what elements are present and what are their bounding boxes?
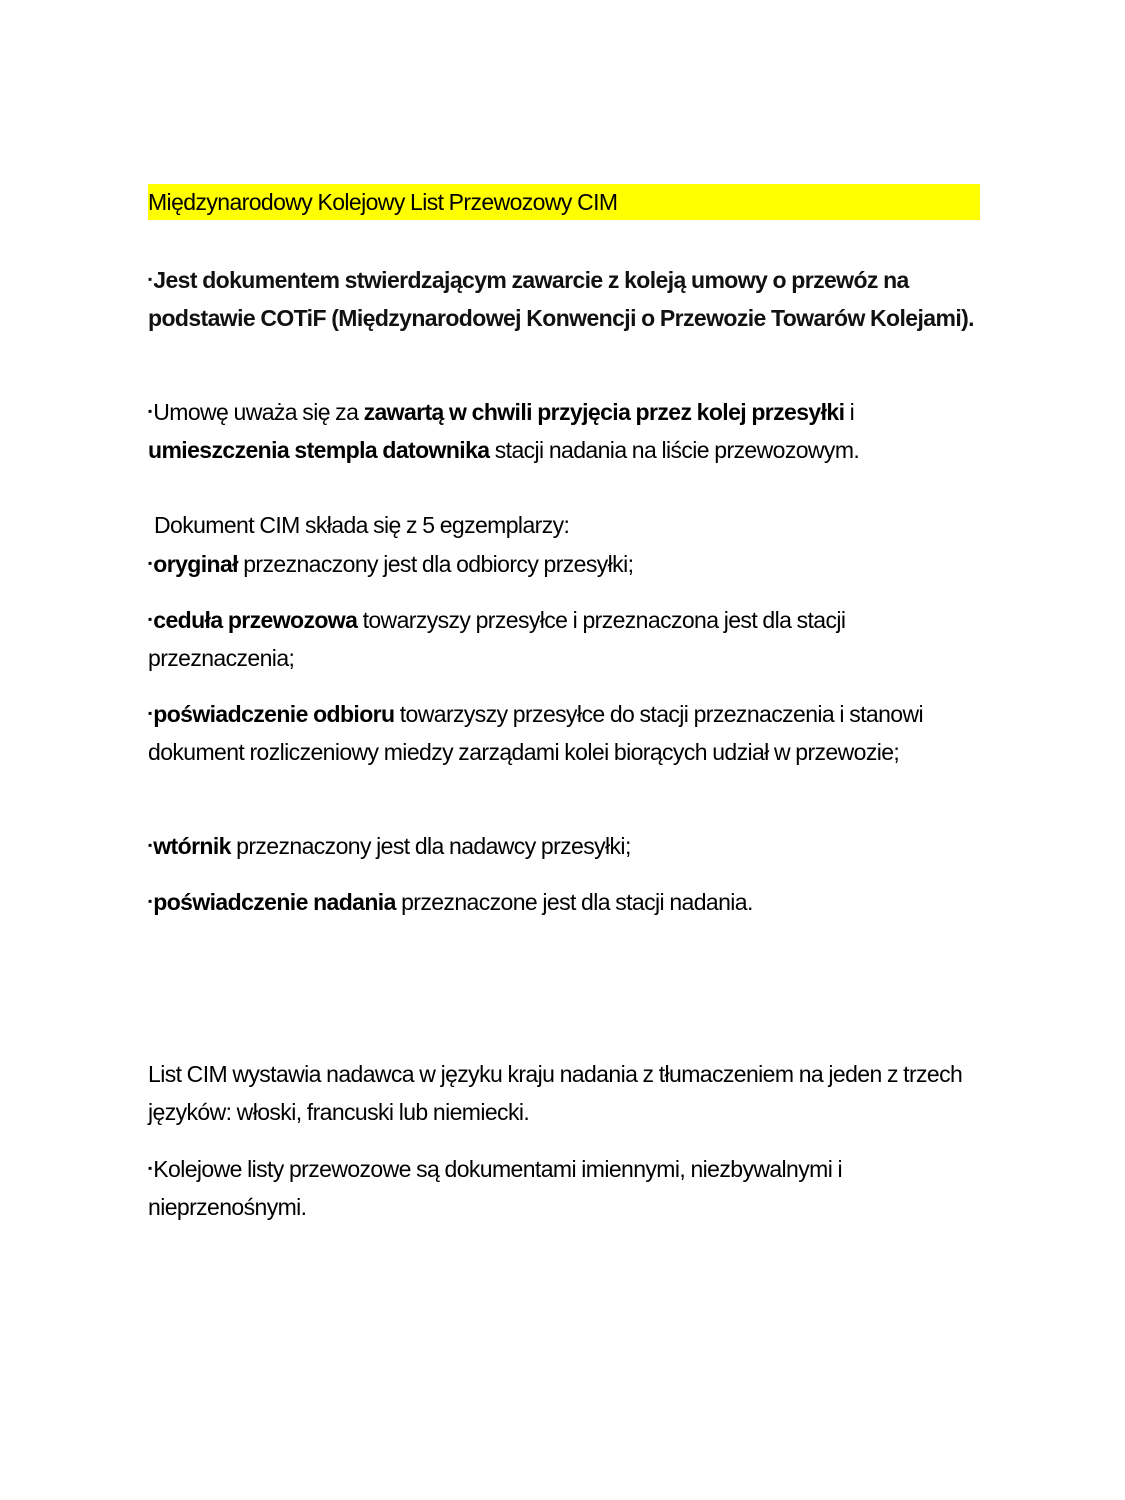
paragraph-bold-1: zawartą w chwili przyjęcia przez kolej przesyłki <box>363 399 845 425</box>
paragraph-text: Kolejowe listy przewozowe są dokumentami imiennymi, niezbywalnymi i nieprzenośnymi. <box>148 1156 843 1220</box>
list-item-wtornik <box>148 826 978 865</box>
copies-lead-text: Dokument CIM składa się z 5 egzemplarzy: <box>154 512 570 538</box>
square-bullet-icon: ▪ <box>148 1161 153 1175</box>
paragraph-text: List CIM wystawia nadawca w języku kraju nadania z tłumaczeniem na jeden z trzech języków: włoski, francuski lub niemiecki. <box>148 1061 963 1125</box>
copy-description: przeznaczony jest dla odbiorcy przesyłki; <box>237 551 634 577</box>
document-title <box>148 184 980 220</box>
title-text: Międzynarodowy Kolejowy List Przewozowy CIM <box>148 189 618 215</box>
square-bullet-icon: ▪ <box>148 556 153 570</box>
paragraph-copies-intro <box>148 506 978 583</box>
paragraph-text-pre: Umowę uważa się za <box>153 399 364 425</box>
copy-name-poswiadczenie-odbioru: poświadczenie odbioru <box>153 701 395 727</box>
copy-description: przeznaczony jest dla nadawcy przesyłki; <box>230 833 631 859</box>
paragraph-text: Jest dokumentem stwierdzającym zawarcie z koleją umowy o przewóz na podstawie COTiF (Międzynarodowej Konwencji o Przewozie Towarów Kolejami). <box>148 267 974 331</box>
copy-name-cedula: ceduła przewozowa <box>153 607 358 633</box>
square-bullet-icon: ▪ <box>148 612 153 626</box>
paragraph-language <box>148 1055 978 1131</box>
paragraph-text-mid: i <box>844 399 855 425</box>
copy-description: towarzyszy przesyłce do stacji przeznaczenia i stanowi dokument rozliczeniowy miedzy zarządami kolei biorących udział w przewozie; <box>148 701 923 765</box>
list-item-poswiadczenie-nadania <box>148 882 978 921</box>
paragraph-bold-2: umieszczenia stempla datownika <box>148 437 490 463</box>
square-bullet-icon: ▪ <box>148 404 153 418</box>
square-bullet-icon: ▪ <box>148 272 153 286</box>
copy-name-original: oryginał <box>153 551 238 577</box>
copy-name-poswiadczenie-nadania: poświadczenie nadania <box>153 889 396 915</box>
copy-description: przeznaczone jest dla stacji nadania. <box>395 889 753 915</box>
list-item-cedula <box>148 600 978 677</box>
copy-name-wtornik: wtórnik <box>153 833 231 859</box>
square-bullet-icon: ▪ <box>148 838 153 852</box>
list-item-poswiadczenie-odbioru <box>148 694 978 771</box>
paragraph-text-post: stacji nadania na liście przewozowym. <box>489 437 860 463</box>
paragraph-definition <box>148 260 978 337</box>
square-bullet-icon: ▪ <box>148 706 153 720</box>
paragraph-contract-conclusion <box>148 392 978 469</box>
copy-description: towarzyszy przesyłce i przeznaczona jest dla stacji przeznaczenia; <box>148 607 846 671</box>
paragraph-non-transferable <box>148 1149 978 1226</box>
square-bullet-icon: ▪ <box>148 894 153 908</box>
